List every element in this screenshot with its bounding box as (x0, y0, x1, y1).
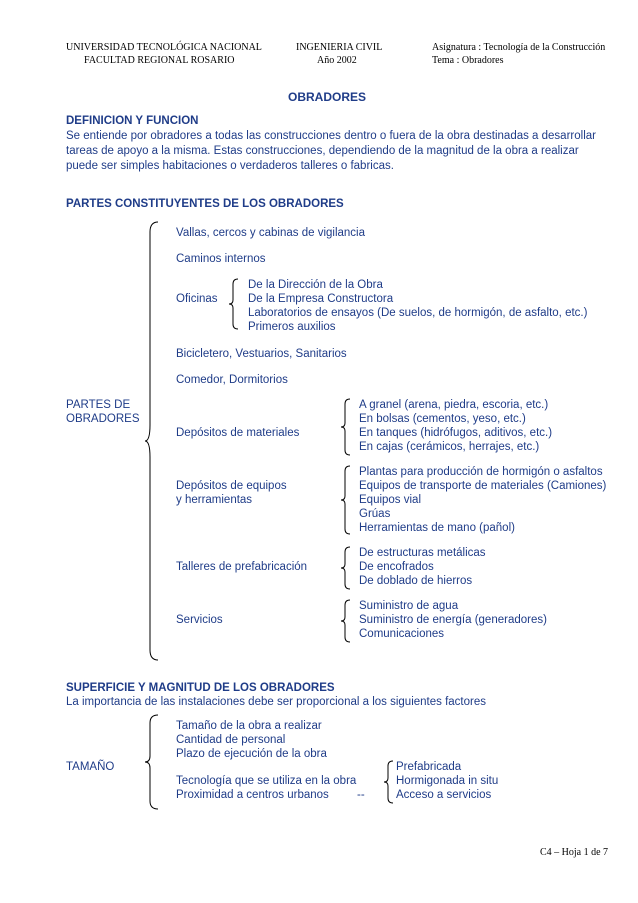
equipment-item: Herramientas de mano (pañol) (359, 522, 515, 534)
surface-item: Cantidad de personal (176, 734, 286, 746)
workshops-label: Talleres de prefabricación (176, 561, 308, 573)
header-topic: Tema : Obradores (432, 55, 504, 66)
brace-icon (228, 278, 240, 330)
tech-item: Prefabricada (396, 761, 462, 773)
parts-item-dining: Comedor, Dormitorios (176, 374, 288, 386)
brace-icon (340, 546, 352, 590)
header-faculty: FACULTAD REGIONAL ROSARIO (84, 55, 235, 66)
parts-label: OBRADORES (66, 413, 140, 425)
equipment-item: Grúas (359, 508, 391, 520)
definition-line: Se entiende por obradores a todas las construcciones dentro o fuera de la obra destinadas a desarrollar (66, 130, 596, 142)
equipment-item: Equipos de transporte de materiales (Camiones) (359, 480, 607, 492)
header-career: INGENIERIA CIVIL (296, 42, 383, 53)
header-university: UNIVERSIDAD TECNOLÓGICA NACIONAL (66, 42, 262, 53)
brace-icon (383, 760, 395, 804)
surface-dash: -- (357, 789, 365, 801)
tech-item: Hormigonada in situ (396, 775, 499, 787)
offices-item: Primeros auxilios (248, 321, 336, 333)
surface-item: Proximidad a centros urbanos (176, 789, 329, 801)
equipment-label: y herramientas (176, 494, 253, 506)
surface-heading: SUPERFICIE Y MAGNITUD DE LOS OBRADORES (66, 682, 335, 694)
parts-item-amenities: Bicicletero, Vestuarios, Sanitarios (176, 348, 347, 360)
page-title: OBRADORES (288, 90, 367, 104)
definition-heading: DEFINICION Y FUNCION (66, 115, 199, 127)
equipment-item: Equipos vial (359, 494, 422, 506)
services-item: Comunicaciones (359, 628, 445, 640)
offices-item: De la Dirección de la Obra (248, 279, 383, 291)
parts-item-fences: Vallas, cercos y cabinas de vigilancia (176, 227, 365, 239)
surface-item: Plazo de ejecución de la obra (176, 748, 327, 760)
workshops-item: De estructuras metálicas (359, 547, 486, 559)
materials-item: A granel (arena, piedra, escoria, etc.) (359, 399, 549, 411)
parts-heading: PARTES CONSTITUYENTES DE LOS OBRADORES (66, 198, 344, 210)
brace-icon (340, 398, 352, 456)
services-item: Suministro de agua (359, 600, 459, 612)
parts-item-roads: Caminos internos (176, 253, 266, 265)
equipment-item: Plantas para producción de hormigón o asfaltos (359, 466, 603, 478)
header-year: Año 2002 (317, 55, 357, 66)
offices-item: De la Empresa Constructora (248, 293, 394, 305)
parts-label: PARTES DE (66, 399, 131, 411)
tech-item: Acceso a servicios (396, 789, 492, 801)
page-footer: C4 – Hoja 1 de 7 (540, 847, 609, 858)
materials-item: En tanques (hidrófugos, aditivos, etc.) (359, 427, 553, 439)
surface-label: TAMAÑO (66, 761, 115, 773)
materials-item: En cajas (cerámicos, herrajes, etc.) (359, 441, 540, 453)
services-label: Servicios (176, 614, 223, 626)
workshops-item: De encofrados (359, 561, 434, 573)
brace-icon (340, 465, 352, 535)
header-subject: Asignatura : Tecnología de la Construcción (432, 42, 606, 53)
materials-item: En bolsas (cementos, yeso, etc.) (359, 413, 526, 425)
brace-icon (144, 714, 160, 810)
definition-line: tareas de apoyo a la misma. Estas construcciones, dependiendo de la magnitud de la obra a realizar (66, 145, 579, 157)
offices-label: Oficinas (176, 293, 218, 305)
materials-label: Depósitos de materiales (176, 427, 300, 439)
surface-item: Tamaño de la obra a realizar (176, 720, 322, 732)
brace-icon (144, 220, 160, 662)
workshops-item: De doblado de hierros (359, 575, 473, 587)
services-item: Suministro de energía (generadores) (359, 614, 547, 626)
definition-line: puede ser simples habitaciones o verdaderos talleres o fabricas. (66, 160, 394, 172)
offices-item: Laboratorios de ensayos (De suelos, de hormigón, de asfalto, etc.) (248, 307, 588, 319)
equipment-label: Depósitos de equipos (176, 480, 287, 492)
brace-icon (340, 599, 352, 643)
surface-item: Tecnología que se utiliza en la obra (176, 775, 357, 787)
surface-intro: La importancia de las instalaciones debe ser proporcional a los siguientes factores (66, 696, 486, 708)
